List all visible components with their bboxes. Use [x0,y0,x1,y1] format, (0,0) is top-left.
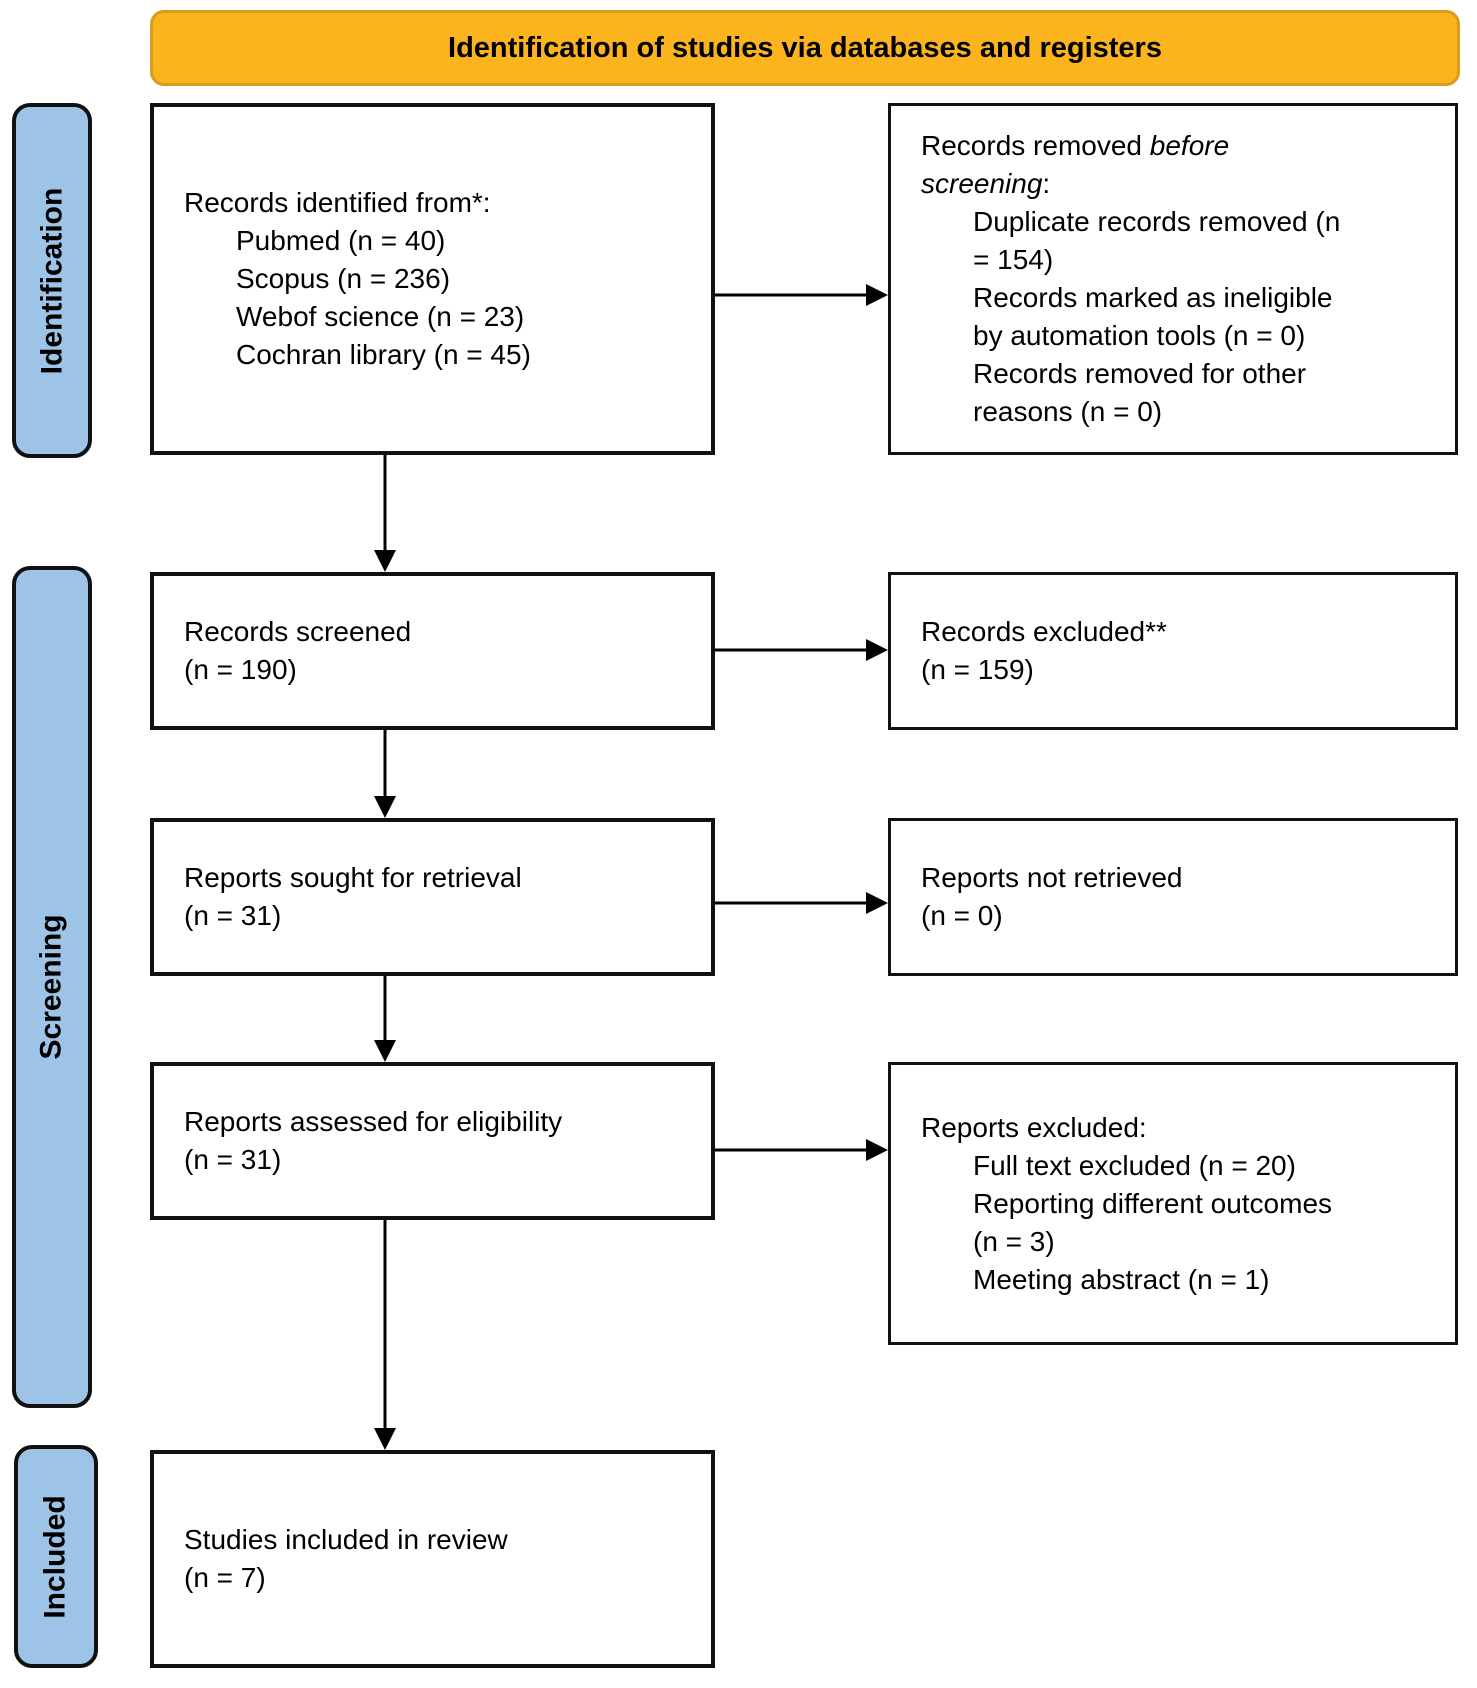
text-line: Reports assessed for eligibility [184,1106,563,1137]
text-line: Duplicate records removed (n [973,206,1341,237]
text-line: Studies included in review [184,1524,508,1555]
text-line: = 154) [973,244,1054,275]
arrow-screened-to-sought [374,730,396,818]
text-line: Reports excluded: [921,1111,1147,1143]
text-line: (n = 159) [921,654,1034,685]
stage-label-screening [12,566,92,1408]
text-line: Scopus (n = 236) [236,263,451,294]
text-line: screening: [921,168,1051,199]
box-records-removed-before-screening [888,103,1458,455]
box-records-excluded [888,572,1458,730]
text-line: (n = 31) [184,1144,282,1175]
text-line: Records screened [184,616,412,647]
box-reports-not-retrieved [888,818,1458,976]
banner-title-text: Identification of studies via databases and registers [448,31,1162,64]
text-line: (n = 7) [184,1562,266,1593]
box-reports-excluded [888,1062,1458,1345]
box-reports-assessed-for-eligibility [150,1062,715,1220]
arrow-assessed-to-excluded [715,1139,888,1161]
text-line: Reports not retrieved [921,862,1183,893]
stage-label-included-text: Included [39,1494,72,1619]
text-line: (n = 190) [184,654,297,685]
arrow-assessed-to-included [374,1220,396,1450]
box-studies-included-in-review [150,1450,715,1668]
text-line: (n = 3) [973,1225,1055,1257]
arrow-sought-to-assessed [374,976,396,1062]
box-records-identified [150,103,715,455]
arrow-screened-to-excluded [715,639,888,661]
text-line: Reports sought for retrieval [184,862,522,893]
arrow-identified-to-removed [715,284,888,306]
arrow-identified-to-screened [374,455,396,572]
text-line: Records removed before [921,130,1230,161]
text-line: Reporting different outcomes [973,1187,1333,1219]
text-line: (n = 31) [184,900,282,931]
text-line: Pubmed (n = 40) [236,225,446,256]
text-line: reasons (n = 0) [973,396,1163,427]
text-line: Records identified from*: [184,187,491,218]
text-line: Records excluded** [921,616,1167,647]
arrow-sought-to-not-retrieved [715,892,888,914]
text-line: Webof science (n = 23) [236,301,525,332]
text-line: (n = 0) [921,900,1003,931]
banner-title [150,10,1460,86]
stage-label-identification [12,103,92,458]
text-line: by automation tools (n = 0) [973,320,1306,351]
text-line: Full text excluded (n = 20) [973,1149,1296,1181]
box-records-screened [150,572,715,730]
stage-label-included [14,1445,98,1668]
text-line: Cochran library (n = 45) [236,339,531,370]
stage-label-screening-text: Screening [35,914,68,1060]
box-reports-sought-for-retrieval [150,818,715,976]
text-line: Meeting abstract (n = 1) [973,1263,1270,1295]
text-line: Records removed for other [973,358,1307,389]
text-line: Records marked as ineligible [973,282,1333,313]
stage-label-identification-text: Identification [35,187,69,374]
